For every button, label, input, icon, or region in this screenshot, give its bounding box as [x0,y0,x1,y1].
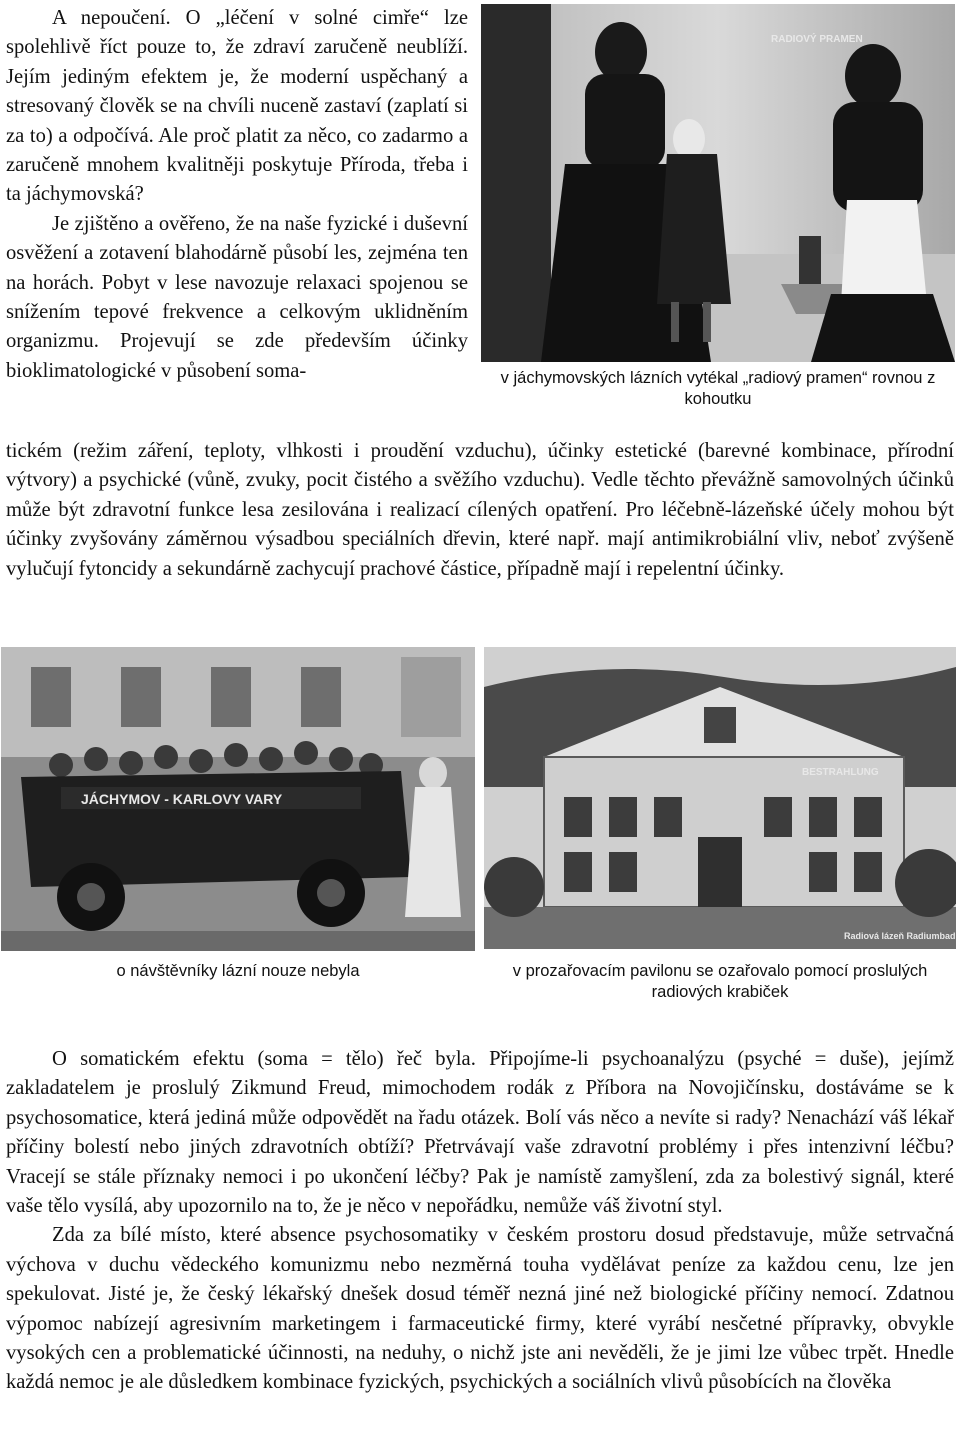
paragraph-2-continued: tickém (režim záření, teploty, vlhkosti i proudění vzduchu), účinky estetické (barevné kombinace, přírodní výtvory) a psychické (vůně, zvuky, pocit čistého a svěžího vzduchu). Vedle těchto převážně samovolných účinků může být zdravotní funkce lesa zesilována i realizací cílených opatření. Pro léčebně-lázeňské účely mohou být účinky zvyšovány záměrnou výsadbou speciálních dřevin, které např. mají antimikrobiální vliv, neboť zvýšeně vylučují fytoncidy a sekundárně zachycují prachové částice, případně mají i repelentní účinky. [6,440,954,580]
paragraph-2-start: Je zjištěno a ověřeno, že na naše fyzické i duševní osvěžení a zotavení blahodárně působí les, zejména ten na horách. Pobyt v lese navozuje relaxaci spojenou se snížením tepové frekvence a celkovým uklidněním organizmu. Projevují se zde především účinky bioklimatologické v působení soma- [6,212,468,382]
pavilion-photo [484,647,956,949]
pavilion-stamp-text: Radiová lázeň Radiumbad [844,931,956,941]
bottom-text-column [6,1045,954,1398]
spring-sign-text: RADIOVÝ PRAMEN [771,34,863,45]
bus-caption: o návštěvníky lázní nouze nebyla [116,962,360,980]
radium-spring-caption: v jáchymovských lázních vytékal „radiový pramen“ rovnou z kohoutku [500,369,936,408]
radium-spring-photo [481,4,955,362]
bus-photo [1,647,475,951]
pavilion-caption: v prozařovacím pavilonu se ozařovalo pomocí proslulých radiových krabiček [512,962,928,1001]
top-text-column [6,4,468,386]
pavilion-sign-text: BESTRAHLUNG [802,767,879,778]
paragraph-4: Zda za bílé místo, které absence psychosomatiky v českém prostoru dosud představuje, může setrvačná výchova v duchu vědeckého komunizmu nebo nezměrná touha vydělávat peníze za každou cenu, lze jen spekulovat. Jisté je, že český lékařský dnešek dosud téměř nezná jiné než biologické příčiny nemocí. Zdatnou výpomoc nabízejí agresivním marketingem i farmaceutické firmy, které vyrábí nesčetné přípravky, obvykle vysokých cen a problematické účinnosti, na neduhy, o nichž jste ani nevěděli, že je jimi lze vůbec trpět. Hnedle každá nemoc je ale důsledkem kombinace fyzických, psychických a sociálních vlivů působících na člověka [6,1224,954,1394]
paragraph-1: A nepoučení. O „léčení v solné cimře“ lze spolehlivě říct pouze to, že zdraví zaručeně neublíží. Jejím jediným efektem je, že moderní uspěchaný a stresovaný člověk se na chvíli nuceně zastaví (zaplatí si za to) a odpočívá. Ale proč platit za něco, co zadarmo a zaručeně mnohem kvalitněji poskytuje Příroda, třeba i ta jáchymovská? [6,7,468,206]
bus-sign-text: JÁCHYMOV - KARLOVY VARY [81,791,283,807]
paragraph-3: O somatickém efektu (soma = tělo) řeč byla. Připojíme-li psychoanalýzu (psyché = duše), jejímž zakladatelem je proslulý Zikmund Freud, mimochodem rodák z Příbora na Novojičínsku, dostáváme se k psychosomatice, která jediná může odpovědět na řadu otázek. Bolí vás něco a nevíte si rady? Nenachází váš lékař příčiny bolestí nebo jiných zdravotních obtíží? Přetrvávají vaše zdravotní problémy i přes intenzivní léčbu? Vracejí se stále příznaky nemoci i po ukončení léčby? Pak je namístě zamyšlení, zda za bolestivý signál, které vaše tělo vysílá, aby upozornilo na to, že je něco v nepořádku, nemůže váš životní styl. [6,1048,954,1218]
